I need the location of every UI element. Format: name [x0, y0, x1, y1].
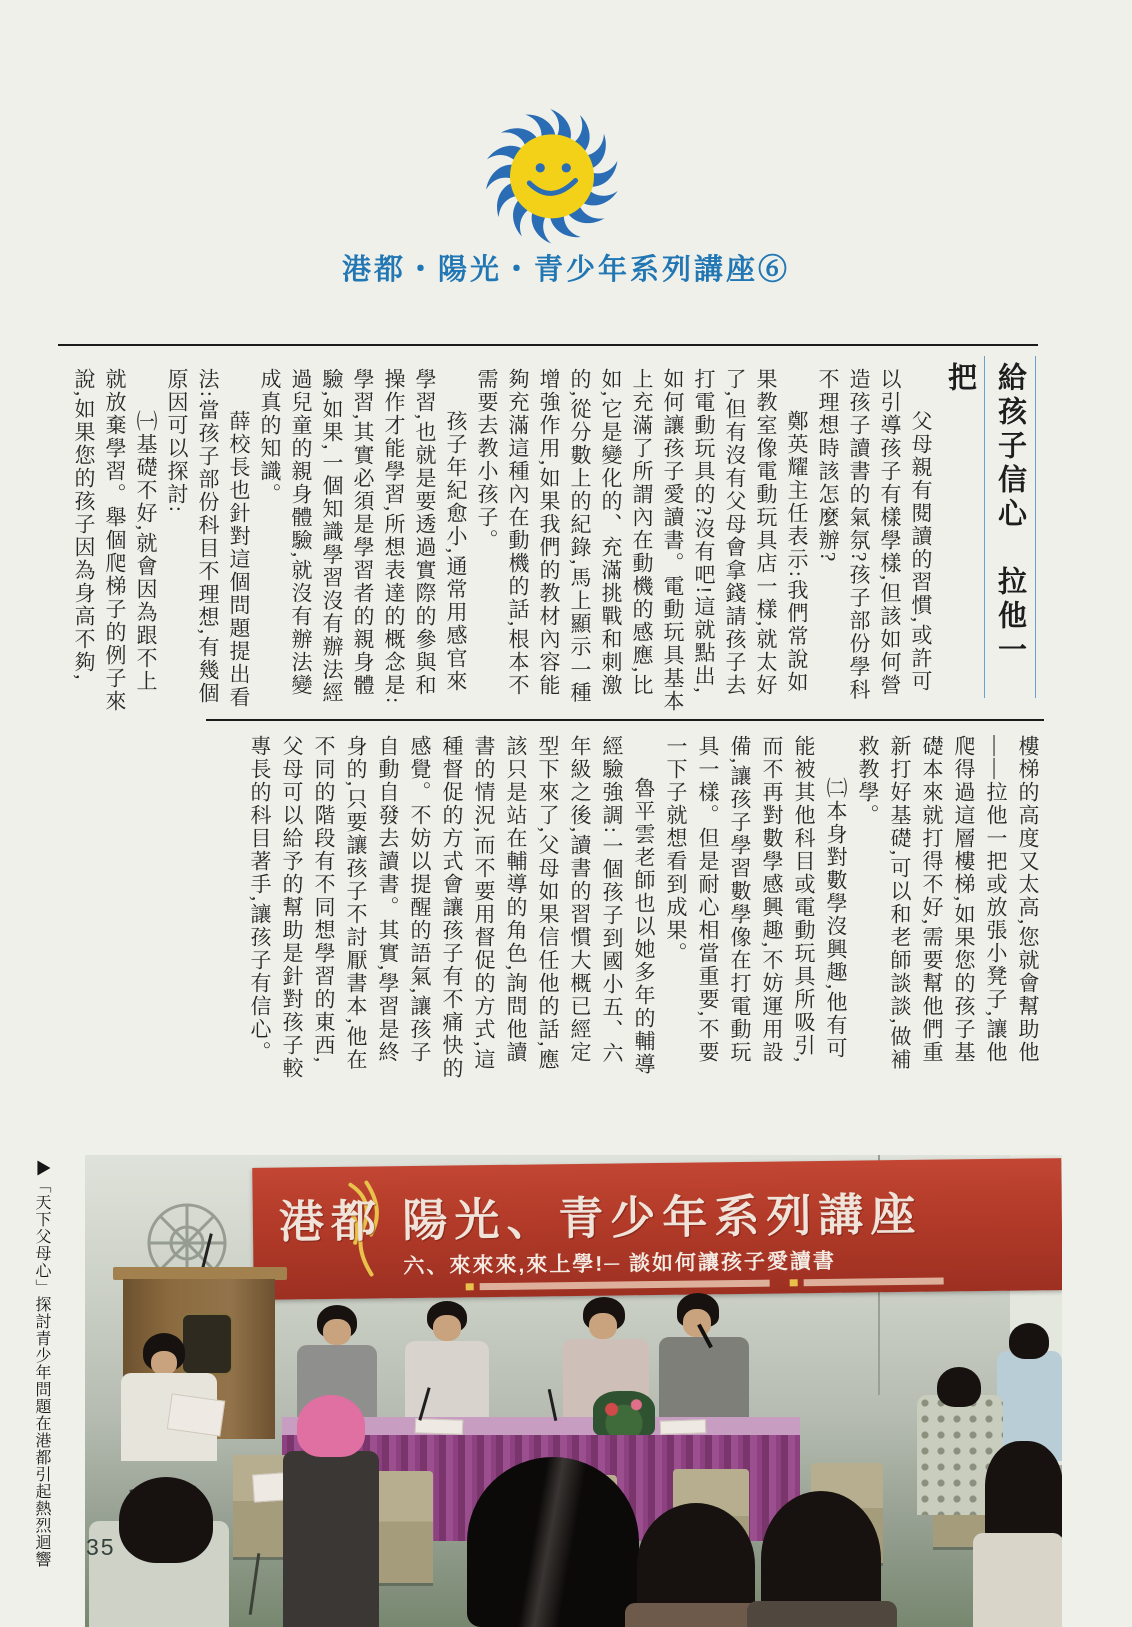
- panelist-2: [405, 1341, 489, 1419]
- foreground-audience: [973, 1533, 1062, 1627]
- article-text-block-2: [206, 735, 1044, 1081]
- banner-subtitle: 六、來來來,來上學!─ 談如何讓孩子愛讀書: [403, 1249, 837, 1279]
- paragraph: 鄭英耀主任表示:我們常說如果教室像電動玩具店一樣,就太好了,但有沒有父母會拿錢請孩子去打電動玩具的?沒有吧!這就點出,如何讓孩子愛讀書。電動玩具基本上充滿了所謂內在動機的感應,比如,它是變化的、充滿挑戰和刺激的,從分數上的紀錄,馬上顯示一種增強作用,如果我們的教材內容能夠充滿這種內在動機的話,根本不需要去教小孩子。: [475, 368, 809, 713]
- banner-fine-print-mark: [466, 1283, 474, 1290]
- paragraph: 孩子年紀愈小,通常用感官來學習,也就是要透過實際的參與和操作才能學習,所想表達的概念是:學習,其實必須是學習者的親身體驗,如果,一個知識學習沒有辦法經過兒童的親身體驗,就沒有辦法變成真的知識。: [258, 368, 468, 706]
- foreground-shoulders: [747, 1601, 897, 1627]
- paragraph: ㈡本身對數學沒興趣,他有可能被其他科目或電動玩具所吸引,而不再對數學感興趣,不妨運用設備,讓孩子學習數學像在打電動玩具一樣。但是耐心相當重要,不要一下子就想看到成果。: [664, 735, 848, 1065]
- panelist-face: [589, 1313, 617, 1339]
- foreground-audience: [283, 1451, 379, 1627]
- seminar-photo: [85, 1155, 1062, 1627]
- foreground-hair: [119, 1477, 213, 1563]
- paragraph: 樓梯的高度又太高,您就會幫助他——拉他一把或放張小凳子,讓他爬得過這層樓梯,如果您的孩子基礎本來就打得不好,需要幫他們重新打好基礎,可以和老師談談,做補救教學。: [856, 735, 1040, 1072]
- podium-emblem: [181, 1313, 233, 1375]
- flower-arrangement: [593, 1391, 655, 1437]
- banner-fine-print-mark: [790, 1279, 798, 1286]
- table-paper: [415, 1418, 463, 1435]
- audience-hair: [937, 1367, 981, 1407]
- chair-leg: [249, 1553, 261, 1615]
- foreground-long-hair: [467, 1457, 639, 1627]
- reading-paper: [167, 1393, 225, 1436]
- audience-hair: [1009, 1323, 1049, 1359]
- second-block-rule: [206, 719, 1044, 721]
- article-headline: 給孩子信心 拉他一把: [984, 356, 1036, 698]
- panelist-face: [323, 1319, 351, 1345]
- paragraph: 薛校長也針對這個問題提出看法:當孩子部份科目不理想,有幾個原因可以探討:: [165, 368, 251, 709]
- sun-smiley-logo-svg: [468, 102, 636, 254]
- panelist-face: [683, 1309, 711, 1337]
- panelist-4-speaker: [659, 1337, 749, 1419]
- paragraph: ㈠基礎不好,就會因為跟不上就放棄學習。舉個爬梯子的例子來說,如果您的孩子因為身高不夠,: [72, 368, 158, 713]
- lecture-banner: [252, 1158, 1062, 1300]
- top-rule: [58, 344, 1038, 346]
- sun-smiley-logo-icon: [468, 102, 636, 254]
- series-title: 港都・陽光・青少年系列講座⑥: [341, 254, 790, 286]
- table-paper: [660, 1419, 706, 1435]
- paragraph: 魯平雲老師也以她多年的輔導經驗強調:一個孩子到國小五、六年級之後,讀書的習慣大概已經定型下來了,父母如果信任他的話,應該只是站在輔導的角色,詢問他讀書的情況,而不要用督促的方式,這種督促的方式會讓孩子有不痛快的感覺。不妨以提醒的語氣,讓孩子自動自發去讀書。其實,學習是終身的,只要讓孩子不討厭書本,他在不同的階段有不同想學習的東西,父母可以給予的幫助是針對孩子較專長的科目著手,讓孩子有信心。: [248, 735, 656, 1080]
- banner-title: 港都 陽光、青少年系列講座: [278, 1188, 923, 1248]
- banner-fine-print: [804, 1278, 944, 1287]
- paragraph: 父母親有閱讀的習慣,或許可以引導孩子有樣學樣,但該如何營造孩子讀書的氣氛?孩子部份學科不理想時該怎麼辦?: [816, 368, 933, 702]
- pink-hat: [297, 1395, 365, 1457]
- foreground-hair: [985, 1441, 1062, 1541]
- audience-face: [151, 1351, 177, 1375]
- page-number: 35: [86, 1534, 116, 1560]
- banner-fine-print: [480, 1280, 770, 1291]
- article-text-block-1: [62, 368, 936, 714]
- photo-caption: ▶「天下父母心」探討青少年問題在港都引起熱烈迴響: [33, 1160, 50, 1568]
- panelist-face: [433, 1315, 461, 1341]
